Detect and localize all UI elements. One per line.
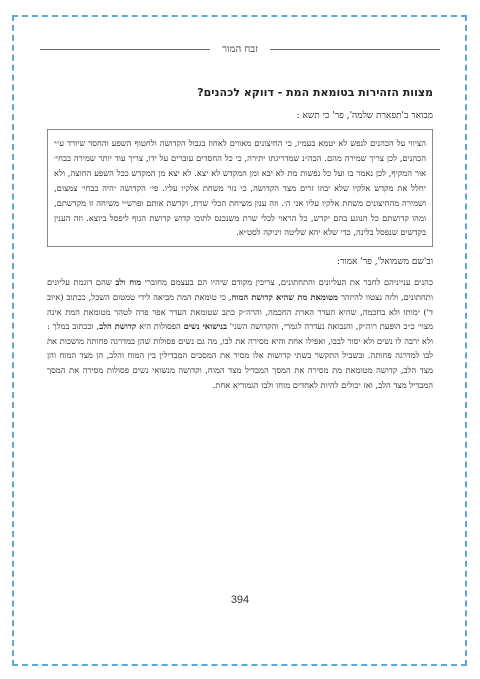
body-bold-4: קדושת הלב [99, 321, 137, 332]
running-header [40, 38, 440, 60]
body-text-1: כהנים ענייניהם לחבר את העליונים והתחתונים, צריכין מקודם שיהיו הם בעצמם מחוברי [141, 277, 434, 288]
quote-box [47, 129, 433, 247]
page-number: 394 [230, 594, 250, 606]
body-paragraph [47, 275, 433, 392]
body-bold-3: בנישואי נשים [183, 321, 227, 332]
header-title: זבח המור [222, 43, 258, 55]
page-content [47, 86, 433, 392]
body-text-5: , וככתוב במלך : ולא ירבה לו נשים ולא יסור לבבו, ואפילו אחת והיא מסירה את לבו, מה גם נשים פסולות שהן במדרגה פחותה מושכות את לבו למדרגה פחותה. ובשביל התקשר בשתי קדושות אלו מסיר את המסכים המבדילין בין המוח והלב, הן מצד המוח והן מצד הלב, קדושה מטומאת מת מסירה את המסך המבדיל מצד המוח, וקדושה מנשואי נשים פסולות מסירה את המסך המבדיל מצד הלב, ואז יכולים להיות לאחדים מוחו ולבו הגמוריא אחת. [47, 321, 433, 390]
body-text-4: הפסולות היא [136, 321, 184, 332]
body-bold-1: מוח ולב [115, 277, 142, 288]
header-rule-right [270, 49, 440, 50]
quote-text: הציווי על הכהנים לנפש לא יטמא בעמיו, כי החיצונים מאווים לאחוז בגבול הקדושה ולחטוף השפע והחסד שיורד ע״י הכהנים, לכן צריך שמירה מהם. הכה״נ שמדריגתו יתירה, כי כל החסדים עוברים על ידו, צריך עוד יותר שמירה בבחי׳ אור המקיף, לכן נאמר בו ועל כל נפשות מת לא יבא ומן המקדש לא יצא. לא יצא מן המקדש ככל השפע החוצה, ולא יחלל את מקדש אלקיו שלא יבוזו זרים מצד הקדושה, כי נזר משחת אלקיו עליו. פי׳ הקדושה יהיה בבחי׳ צמצום, ושמירה מהחיצונים משחת אלקיו עליו אני ה׳. וזה ענין משיחת הכלי שרת, וקדשת אותם ופרש״י משיחה זו מקדשתם, ומהו קדושתם כל הנוגע בהם יקדש, כל הראוי לכלי שרת משנכנס לתוכו קדוש קדושת הגוף ליפסל ביוצא. וזה הענין בקדשים שנפסל בלינה, כדי שלא יהא שליטה ויניקה לסט״א. [54, 138, 426, 238]
source-citation-1: מבואר ב'תפארת שלמה', פר' כי תשא : [296, 111, 433, 121]
body-text-3: , כי טומאת המת מביאה לידי טמטום השכל, ככתוב (איוב ד') ימותו ולא בחכמה, שהיא העדר הארת החכמה, והרה״ק כתב שטומאת העדר אפר פרה לטהר מטומאת המת אינה מצוי׳ כ״כ הופעת רוה״ק, והנבואה נעדרה לגמרי, והקדושה השני' [47, 291, 434, 332]
header-rule-left [40, 49, 210, 50]
body-bold-2: מטומאת מת שהיא קדושת המוח [231, 291, 338, 302]
source-citation-2: וב'שם משמואל', פר' אמור: [336, 257, 433, 268]
section-title: מצוות הזהירות בטומאת המת - דווקא לכהנים? [197, 86, 433, 99]
body-text-2: שהם דוגמת עליונים ותחתונים, ולזה נצטוו להיזהר [47, 277, 433, 302]
